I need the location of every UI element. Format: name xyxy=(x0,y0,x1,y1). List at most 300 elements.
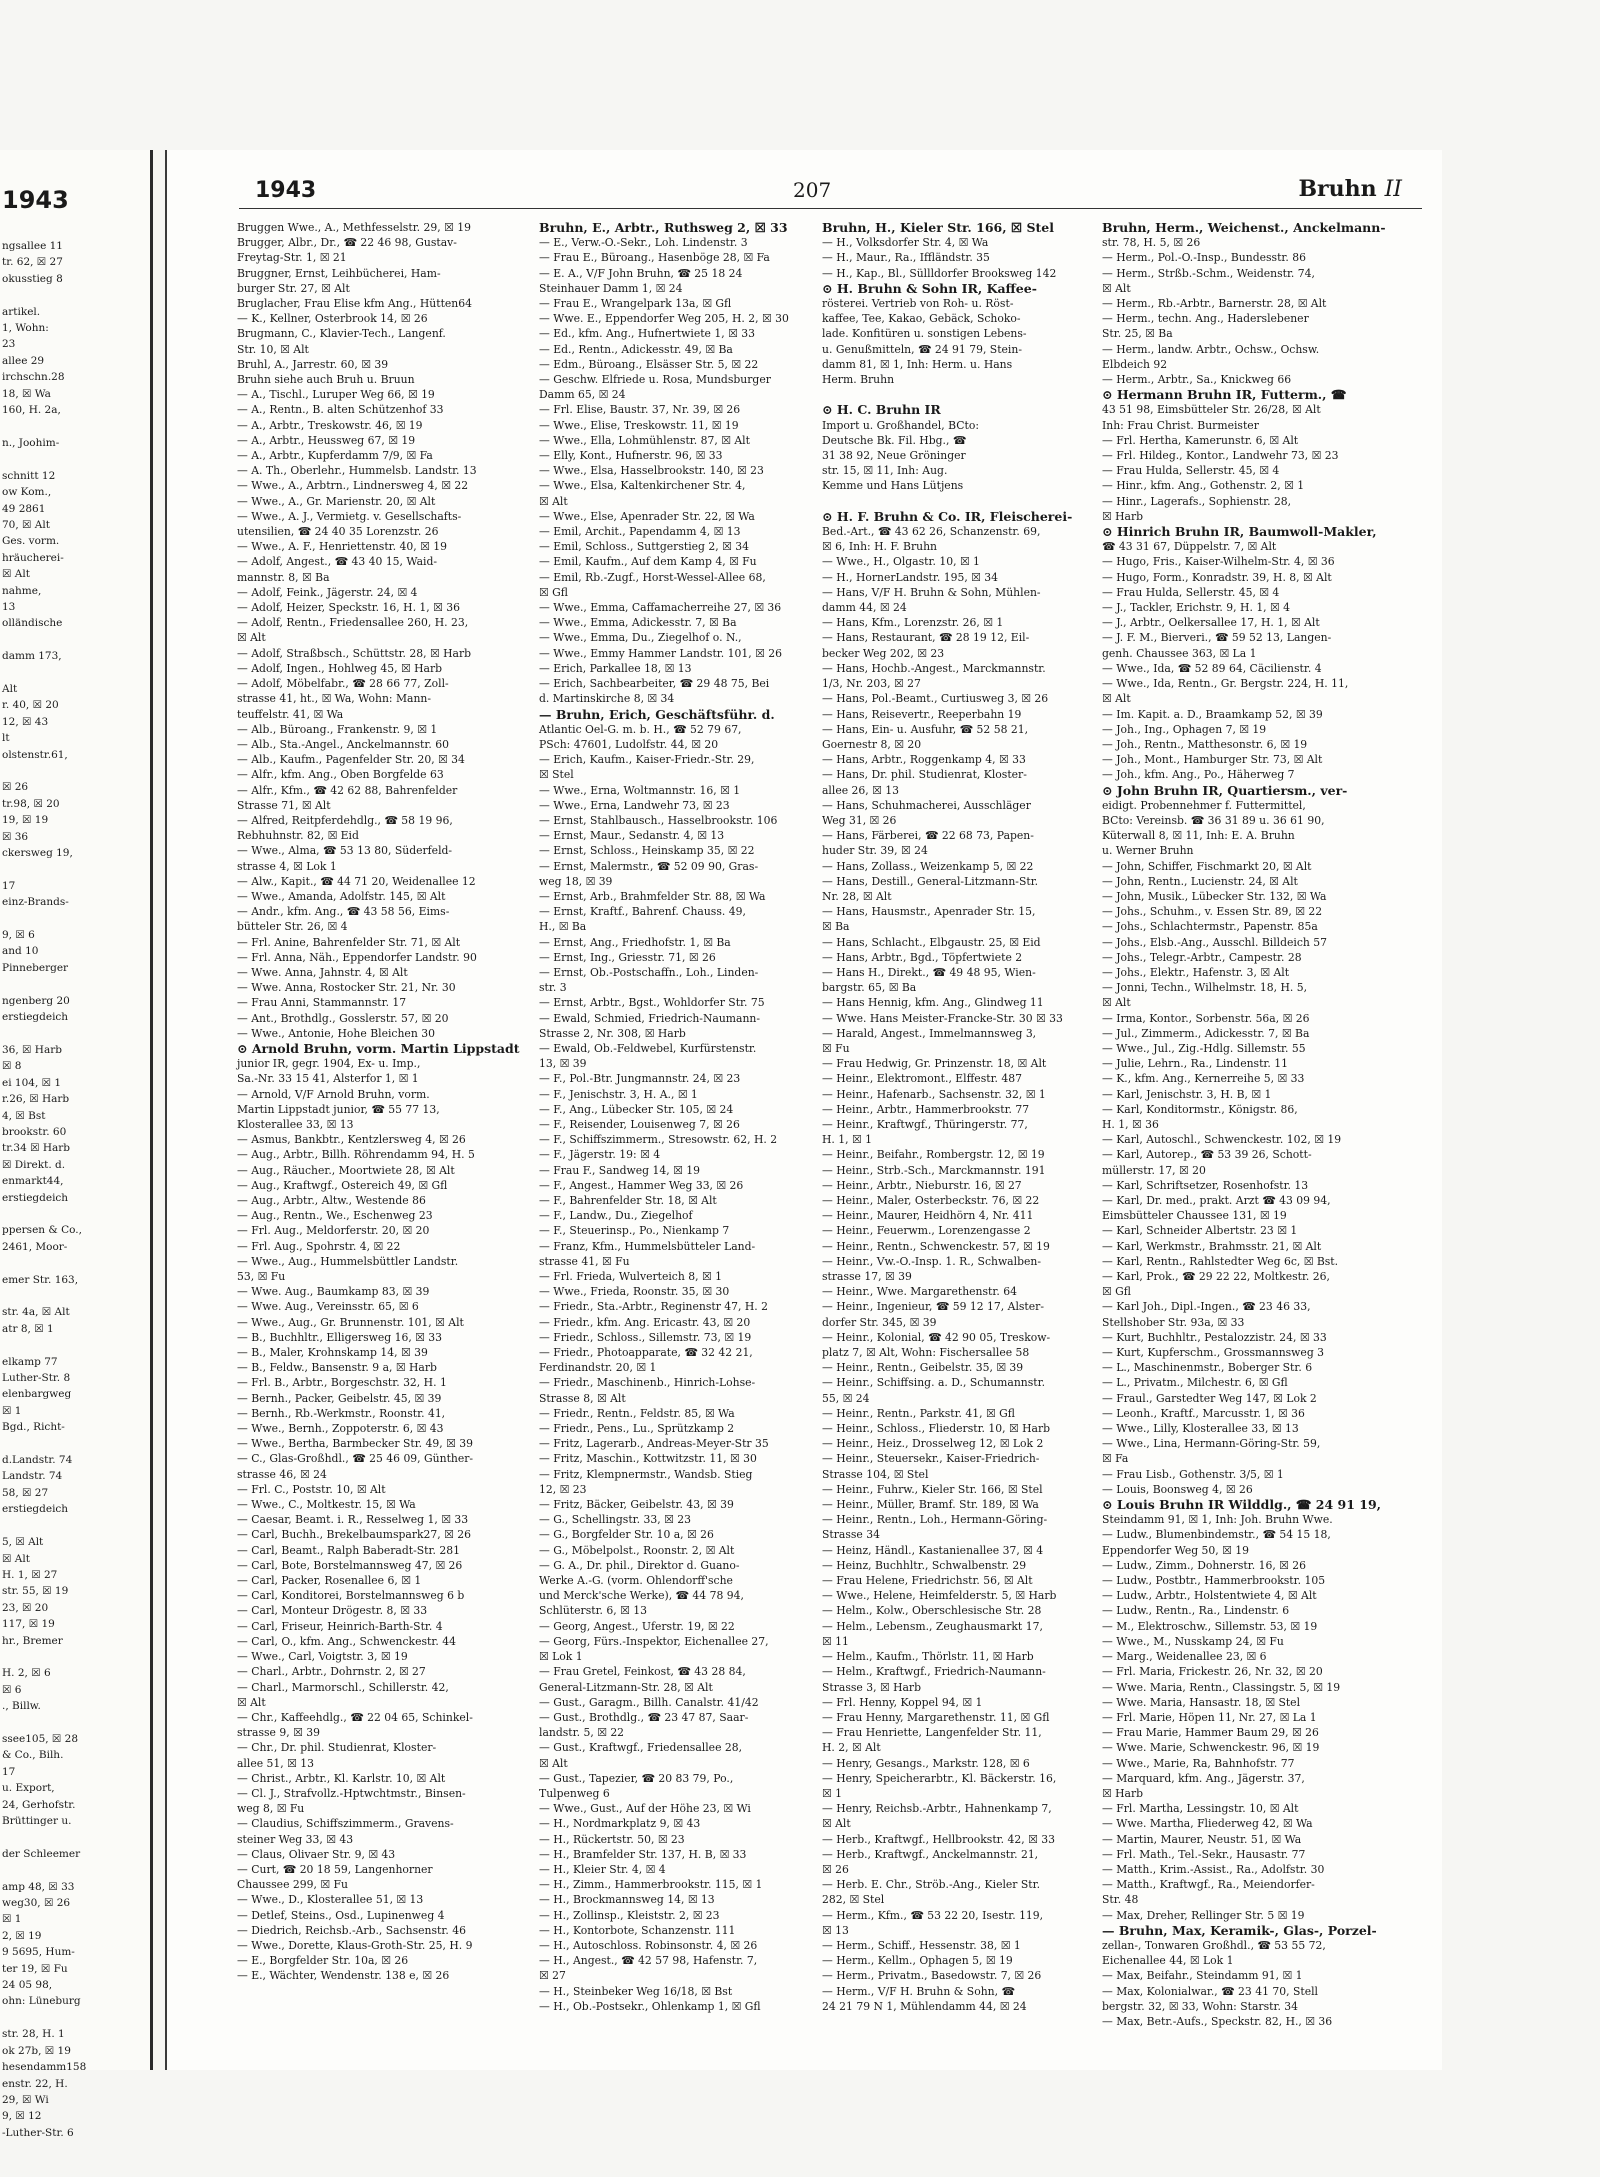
directory-entry-line: huder Str. 39, ☒ 24 xyxy=(822,844,928,858)
directory-entry-line: ⊙ H. C. Bruhn IR xyxy=(822,402,941,418)
directory-entry-line: — Friedr., Photoapparate, ☎ 32 42 21, xyxy=(539,1346,753,1360)
directory-entry-line: — Heinr., Hafenarb., Sachsenstr. 32, ☒ 1 xyxy=(822,1087,1046,1101)
directory-entry-line: — Wwe., Gust., Auf der Höhe 23, ☒ Wi xyxy=(539,1802,751,1816)
directory-entry-line: ⊙ John Bruhn IR, Quartiersm., ver- xyxy=(1102,782,1348,798)
previous-page-line: damm 173, xyxy=(2,650,62,663)
directory-entry-line: — Johs., Elsb.-Ang., Ausschl. Billdeich 57 xyxy=(1102,935,1328,949)
previous-page-line: atr 8, ☒ 1 xyxy=(2,1322,54,1335)
directory-entry-line: — Wwe., Elise, Treskowstr. 11, ☒ 19 xyxy=(539,418,739,432)
previous-page-line: ☒ Alt xyxy=(2,568,30,581)
directory-entry-line: — Ed., kfm. Ang., Hufnertwiete 1, ☒ 33 xyxy=(539,327,755,341)
previous-page-line: str. 4a, ☒ Alt xyxy=(2,1306,70,1319)
previous-page-line: ☒ 1 xyxy=(2,1913,22,1926)
previous-page-line: ngsallee 11 xyxy=(2,240,63,252)
directory-entry-line: — H., Kontorbote, Schanzenstr. 111 xyxy=(539,1923,736,1937)
directory-entry-line: Bruggen Wwe., A., Methfesselstr. 29, ☒ 19 xyxy=(237,221,471,234)
directory-entry-line: — Harald, Angest., Immelmannsweg 3, xyxy=(822,1026,1037,1040)
directory-entry-line: strasse 41, ht., ☒ Wa, Wohn: Mann- xyxy=(237,692,432,706)
previous-page-line: Ges. vorm. xyxy=(2,535,60,548)
previous-page-line xyxy=(2,1206,148,1222)
directory-entry-line: — E., Borgfelder Str. 10a, ☒ 26 xyxy=(237,1954,409,1968)
directory-entry-line: — Wwe. Hans Meister-Francke-Str. 30 ☒ 33 xyxy=(822,1011,1063,1025)
directory-entry-line: — Wwe. Maria, Rentn., Classingstr. 5, ☒ 19 xyxy=(1102,1680,1341,1694)
previous-page-line: der Schleemer xyxy=(2,1847,81,1860)
directory-entry-line: — Henry, Gesangs., Markstr. 128, ☒ 6 xyxy=(822,1756,1030,1770)
directory-entry-line: — Geschw. Elfriede u. Rosa, Mundsburger xyxy=(539,373,771,387)
directory-entry-line: — Jul., Zimmerm., Adickesstr. 7, ☒ Ba xyxy=(1102,1026,1310,1040)
previous-page-line xyxy=(2,763,148,779)
directory-entry-line: — Carl, O., kfm. Ang., Schwenckestr. 44 xyxy=(237,1634,456,1648)
directory-entry-line: — Emil, Kaufm., Auf dem Kamp 4, ☒ Fu xyxy=(539,555,757,569)
directory-entry-line: — Matth., Kraftwgf., Ra., Meiendorfer- xyxy=(1102,1878,1315,1892)
directory-entry-line: — Ludw., Zimm., Dohnerstr. 16, ☒ 26 xyxy=(1102,1558,1307,1572)
directory-entry-line: — Andr., kfm. Ang., ☎ 43 58 56, Eims- xyxy=(237,905,450,919)
previous-page-line: ., Billw. xyxy=(2,1700,41,1713)
directory-entry-line: u. Genußmitteln, ☎ 24 91 79, Stein- xyxy=(822,342,1022,356)
directory-entry-line: lade. Konfitüren u. sonstigen Lebens- xyxy=(822,327,1027,341)
directory-entry-line: — Wwe., Else, Apenrader Str. 22, ☒ Wa xyxy=(539,509,755,523)
directory-entry-line: — Hugo, Form., Konradstr. 39, H. 8, ☒ Alt xyxy=(1102,570,1332,584)
directory-entry-line: — Gust., Tapezier, ☎ 20 83 79, Po., xyxy=(539,1771,734,1785)
previous-page-line xyxy=(2,1436,148,1452)
directory-entry-line: junior IR, gegr. 1904, Ex- u. Imp., xyxy=(237,1057,421,1071)
directory-entry-line: — Wwe., Elsa, Kaltenkirchener Str. 4, xyxy=(539,479,746,493)
directory-entry-line: — Georg, Fürs.-Inspektor, Eichenallee 27, xyxy=(539,1634,769,1648)
previous-page-line: erstiegdeich xyxy=(2,1011,69,1024)
directory-entry-line: — Frl. Math., Tel.-Sekr., Hausastr. 77 xyxy=(1102,1847,1306,1861)
directory-entry-line: — Frl. Aug., Meldorferstr. 20, ☒ 20 xyxy=(237,1224,430,1238)
previous-page-line: 9, ☒ 6 xyxy=(2,929,35,942)
directory-entry-line: — Helm., Kaufm., Thörlstr. 11, ☒ Harb xyxy=(822,1650,1034,1664)
directory-entry-line: — Adolf, Straßbsch., Schüttstr. 28, ☒ Harb xyxy=(237,646,472,660)
directory-entry-line: — Im. Kapit. a. D., Braamkamp 52, ☒ 39 xyxy=(1102,707,1323,721)
directory-entry-line: Goernestr 8, ☒ 20 xyxy=(822,737,922,751)
directory-entry-line: — Ludw., Arbtr., Holstentwiete 4, ☒ Alt xyxy=(1102,1589,1317,1603)
directory-entry-line: — Gust., Kraftwgf., Friedensallee 28, xyxy=(539,1741,743,1755)
directory-entry-line: — Caesar, Beamt. i. R., Resselweg 1, ☒ 33 xyxy=(237,1513,469,1527)
previous-page-line: Pinneberger xyxy=(2,961,69,974)
directory-entry-line: ⊙ Hermann Bruhn IR, Futterm., ☎ xyxy=(1102,387,1347,403)
previous-page-line: 17 xyxy=(2,1765,16,1778)
directory-entry-line: — F., Landw., Du., Ziegelhof xyxy=(539,1209,693,1223)
directory-entry-line: — G., Borgfelder Str. 10 a, ☒ 26 xyxy=(539,1528,714,1542)
directory-entry-line: ☒ Alt xyxy=(237,631,266,645)
directory-entry-line: — H., Maur., Ra., Iffländstr. 35 xyxy=(822,251,990,265)
directory-entry-line: ☒ 26 xyxy=(822,1862,849,1876)
directory-entry-line: — Wwe., A., Arbtrn., Lindnersweg 4, ☒ 22 xyxy=(237,479,469,493)
directory-entry-line: Stellshober Str. 93a, ☒ 33 xyxy=(1102,1315,1245,1329)
directory-entry-line: utensilien, ☎ 24 40 35 Lorenzstr. 26 xyxy=(237,525,439,539)
column-2 xyxy=(539,220,829,2060)
directory-entry-line: — Leonh., Kraftf., Marcusstr. 1, ☒ 36 xyxy=(1102,1406,1305,1420)
directory-entry-line: — Frl. Henny, Koppel 94, ☒ 1 xyxy=(822,1695,983,1709)
directory-entry-line: Str. 10, ☒ Alt xyxy=(237,342,309,356)
directory-entry-line: H. 1, ☒ 1 xyxy=(822,1133,872,1147)
directory-entry-line: — Wwe. Martha, Fliederweg 42, ☒ Wa xyxy=(1102,1817,1313,1831)
header-rule xyxy=(239,208,1422,209)
directory-entry-line: — Charl., Marmorschl., Schillerstr. 42, xyxy=(237,1680,449,1694)
directory-entry-line: — E. A., V/F John Bruhn, ☎ 25 18 24 xyxy=(539,266,743,280)
previous-page-line: ☒ 36 xyxy=(2,830,29,843)
previous-page-line: Alt xyxy=(2,682,18,695)
directory-entry-line: — Georg, Angest., Uferstr. 19, ☒ 22 xyxy=(539,1619,735,1633)
directory-entry-line: — F., Pol.-Btr. Jungmannstr. 24, ☒ 23 xyxy=(539,1072,741,1086)
directory-entry-line: — Herm., Rb.-Arbtr., Barnerstr. 28, ☒ Alt xyxy=(1102,297,1327,311)
previous-page-line: str. 28, H. 1 xyxy=(2,2028,65,2041)
previous-page-line: u. Export, xyxy=(2,1782,55,1795)
directory-entry-line: — Ernst, Ing., Griesstr. 71, ☒ 26 xyxy=(539,950,716,964)
directory-entry-line: — Karl, Dr. med., prakt. Arzt ☎ 43 09 94, xyxy=(1102,1194,1331,1207)
directory-entry-line: — Aug., Arbtr., Altw., Westende 86 xyxy=(237,1194,426,1207)
previous-page-line: r. 40, ☒ 20 xyxy=(2,699,59,712)
directory-entry-line: — Ernst, Schloss., Heinskamp 35, ☒ 22 xyxy=(539,844,755,858)
directory-entry-line: — H., Angest., ☎ 42 57 98, Hafenstr. 7, xyxy=(539,1954,758,1968)
directory-entry-line: — Hans, Reisevertr., Reeperbahn 19 xyxy=(822,707,1022,721)
directory-entry-line: — Hans, Dr. phil. Studienrat, Kloster- xyxy=(822,768,1027,782)
directory-entry-line: — Heinr., Rentn., Parkstr. 41, ☒ Gfl xyxy=(822,1406,1015,1420)
directory-entry-line: — G. A., Dr. phil., Direktor d. Guano- xyxy=(539,1558,740,1572)
previous-page-line: nahme, xyxy=(2,584,42,597)
directory-entry-line: — Hans, Kfm., Lorenzstr. 26, ☒ 1 xyxy=(822,616,1004,630)
directory-entry-line: — Frau Marie, Hammer Baum 29, ☒ 26 xyxy=(1102,1726,1319,1740)
directory-entry-line: — Chr., Kaffeehdlg., ☎ 22 04 65, Schinkel- xyxy=(237,1710,473,1724)
previous-page-line: -Luther-Str. 6 xyxy=(2,2126,74,2139)
directory-entry-line: — Heinr., Arbtr., Nieburstr. 16, ☒ 27 xyxy=(822,1178,1022,1192)
directory-entry-line: 13, ☒ 39 xyxy=(539,1057,587,1071)
directory-entry-line: — Friedr., Pens., Lu., Sprützkamp 2 xyxy=(539,1422,735,1436)
directory-entry-line: Freytag-Str. 1, ☒ 21 xyxy=(237,251,347,265)
directory-entry-line: — Franz, Kfm., Hummelsbütteler Land- xyxy=(539,1239,756,1253)
directory-entry-line: — Wwe., M., Nusskamp 24, ☒ Fu xyxy=(1102,1634,1284,1648)
directory-entry-line: — Heinr., Rentn., Loh., Hermann-Göring- xyxy=(822,1513,1048,1527)
directory-entry-line: — Heinr., Rentn., Geibelstr. 35, ☒ 39 xyxy=(822,1361,1024,1375)
directory-entry-line: burger Str. 27, ☒ Alt xyxy=(237,281,350,295)
directory-entry-line: ☒ Harb xyxy=(1102,1786,1144,1800)
directory-entry-line: — F., Angest., Hammer Weg 33, ☒ 26 xyxy=(539,1178,744,1192)
previous-page-line: Landstr. 74 xyxy=(2,1470,63,1483)
directory-entry-line: — E., Verw.-O.-Sekr., Loh. Lindenstr. 3 xyxy=(539,236,748,250)
directory-entry-line: — Heinr., Beifahr., Rombergstr. 12, ☒ 19 xyxy=(822,1148,1045,1162)
directory-entry-line: — Fritz, Bäcker, Geibelstr. 43, ☒ 39 xyxy=(539,1498,734,1512)
previous-page-line: irchschn.28 xyxy=(2,371,65,384)
directory-entry-line: — Heinr., Wwe. Margarethenstr. 64 xyxy=(822,1285,1017,1299)
directory-entry-line: — Hinr., Lagerafs., Sophienstr. 28, xyxy=(1102,494,1292,508)
directory-entry-line: — Ernst, Ob.-Postschaffn., Loh., Linden- xyxy=(539,965,759,979)
directory-entry-line: — Joh., Ing., Ophagen 7, ☒ 19 xyxy=(1102,722,1267,736)
previous-page-line: olländische xyxy=(2,617,63,630)
directory-entry-line: Strasse 71, ☒ Alt xyxy=(237,798,331,812)
directory-entry-line: — Hans, Arbtr., Roggenkamp 4, ☒ 33 xyxy=(822,753,1026,767)
directory-entry-line: Deutsche Bk. Fil. Hbg., ☎ xyxy=(822,433,967,447)
directory-entry-line: — Carl, Friseur, Heinrich-Barth-Str. 4 xyxy=(237,1619,443,1633)
directory-entry-line: — Herm., Kfm., ☎ 53 22 20, Isestr. 119, xyxy=(822,1908,1044,1922)
directory-entry-line: bergstr. 32, ☒ 33, Wohn: Starstr. 34 xyxy=(1102,1999,1299,2013)
directory-entry-line: — Hans, Färberei, ☎ 22 68 73, Papen- xyxy=(822,829,1034,843)
previous-page-line: hräucherei- xyxy=(2,551,64,564)
previous-page-line: weg30, ☒ 26 xyxy=(2,1897,71,1910)
directory-entry-line: — Claudius, Schiffszimmerm., Gravens- xyxy=(237,1817,454,1831)
directory-entry-line: — H., Volksdorfer Str. 4, ☒ Wa xyxy=(822,236,989,250)
previous-page-line: Brüttinger u. xyxy=(2,1815,72,1827)
directory-entry-line: — Wwe., Carl, Voigtstr. 3, ☒ 19 xyxy=(237,1650,408,1664)
directory-entry-line: ☒ Gfl xyxy=(539,585,568,599)
directory-entry-line: — Wwe. Anna, Jahnstr. 4, ☒ Alt xyxy=(237,965,408,979)
header-year: 1943 xyxy=(255,178,317,203)
directory-entry-line: — Helm., Kraftwgf., Friedrich-Naumann- xyxy=(822,1665,1046,1679)
directory-entry-line: — Hans Hennig, kfm. Ang., Glindweg 11 xyxy=(822,996,1044,1010)
previous-page-line xyxy=(2,665,148,681)
directory-entry-line: — Erich, Parkallee 18, ☒ 13 xyxy=(539,661,692,675)
previous-page-line: 49 2861 xyxy=(2,502,46,515)
directory-entry-line: ☒ Alt xyxy=(1102,692,1131,706)
directory-entry-line: ⊙ H. F. Bruhn & Co. IR, Fleischerei- xyxy=(822,508,1073,524)
directory-entry-line: ☒ 1 xyxy=(822,1786,842,1800)
directory-entry-line: — Ewald, Schmied, Friedrich-Naumann- xyxy=(539,1011,761,1025)
directory-entry-line: — Emil, Rb.-Zugf., Horst-Wessel-Allee 68, xyxy=(539,570,766,584)
directory-entry-line: ☎ 43 31 67, Düppelstr. 7, ☒ Alt xyxy=(1102,540,1277,554)
directory-entry-line: — Heinr., Müller, Bramf. Str. 189, ☒ Wa xyxy=(822,1498,1039,1512)
previous-page-line xyxy=(2,1862,148,1878)
previous-page-line xyxy=(2,1255,148,1271)
previous-page-line: ow Kom., xyxy=(2,486,52,499)
previous-page-line: H. 2, ☒ 6 xyxy=(2,1667,51,1680)
directory-entry-line: — Henry, Reichsb.-Arbtr., Hahnenkamp 7, xyxy=(822,1802,1052,1816)
directory-entry-line: Bruhn, Herm., Weichenst., Anckelmann- xyxy=(1102,220,1386,235)
directory-entry-line: — Emil, Schloss., Suttgerstieg 2, ☒ 34 xyxy=(539,540,749,554)
previous-page-line: 13 xyxy=(2,600,16,613)
part-number: II xyxy=(1384,177,1402,202)
previous-page-line xyxy=(2,861,148,877)
directory-entry-line: ⊙ Hinrich Bruhn IR, Baumwoll-Makler, xyxy=(1102,524,1377,540)
previous-page-line: 1, Wohn: xyxy=(2,322,49,335)
directory-entry-line: — Helm., Lebensm., Zeughausmarkt 17, xyxy=(822,1619,1043,1633)
previous-page-line: ok 27b, ☒ 19 xyxy=(2,2044,71,2057)
directory-entry-line: — Frau Hulda, Sellerstr. 45, ☒ 4 xyxy=(1102,585,1280,599)
directory-entry-line: — Heinr., Maler, Osterbeckstr. 76, ☒ 22 xyxy=(822,1194,1040,1207)
directory-entry-line: — Wwe. E., Eppendorfer Weg 205, H. 2, ☒ 30 xyxy=(539,312,789,326)
directory-entry-line: — Wwe., Ella, Lohmühlenstr. 87, ☒ Alt xyxy=(539,433,750,447)
directory-entry-line: — John, Rentn., Lucienstr. 24, ☒ Alt xyxy=(1102,874,1298,888)
directory-entry-line: — Joh., kfm. Ang., Po., Häherweg 7 xyxy=(1102,768,1295,782)
previous-page-line xyxy=(2,632,148,648)
directory-entry-line: — Johs., Schuhm., v. Essen Str. 89, ☒ 22 xyxy=(1102,905,1323,919)
previous-page-line: r.26, ☒ Harb xyxy=(2,1093,70,1106)
directory-entry-line: — Heinz, Händl., Kastanienallee 37, ☒ 4 xyxy=(822,1543,1044,1557)
directory-entry-line: strasse 41, ☒ Fu xyxy=(539,1254,630,1268)
previous-page-line: ☒ 26 xyxy=(2,781,29,794)
previous-page-line: 24, Gerhofstr. xyxy=(2,1798,76,1811)
directory-entry-line: — F., Jägerstr. 19: ☒ 4 xyxy=(539,1148,661,1162)
directory-entry-line: Eppendorfer Weg 50, ☒ 19 xyxy=(1102,1543,1250,1557)
directory-entry-line: — H., Nordmarkplatz 9, ☒ 43 xyxy=(539,1817,701,1831)
directory-entry-line: BCto: Vereinsb. ☎ 36 31 89 u. 36 61 90, xyxy=(1102,813,1325,827)
directory-entry-line: — A., Arbtr., Heussweg 67, ☒ 19 xyxy=(237,433,416,447)
directory-entry-line: ☒ Fu xyxy=(822,1041,850,1055)
previous-page-line: emer Str. 163, xyxy=(2,1273,79,1286)
directory-entry-line: Bruhn siehe auch Bruh u. Bruun xyxy=(237,373,415,387)
previous-page-line: 9 5695, Hum- xyxy=(2,1946,75,1959)
previous-page-line: ngenberg 20 xyxy=(2,994,70,1007)
directory-entry-line: — Wwe., Elsa, Hasselbrookstr. 140, ☒ 23 xyxy=(539,464,764,478)
directory-entry-line: — Louis, Boonsweg 4, ☒ 26 xyxy=(1102,1482,1253,1496)
directory-entry-line: — H., HornerLandstr. 195, ☒ 34 xyxy=(822,570,999,584)
directory-page xyxy=(165,150,1442,2070)
directory-entry-line: — Frau Hulda, Sellerstr. 45, ☒ 4 xyxy=(1102,464,1280,478)
previous-page-line: ☒ 1 xyxy=(2,1404,22,1417)
directory-entry-line: — Alfred, Reitpferdehdlg., ☎ 58 19 96, xyxy=(237,813,453,827)
directory-entry-line: Herm. Bruhn xyxy=(822,373,895,387)
directory-entry-line: — Alb., Kaufm., Pagenfelder Str. 20, ☒ 34 xyxy=(237,753,465,767)
directory-entry-line: — Marg., Weidenallee 23, ☒ 6 xyxy=(1102,1650,1267,1664)
previous-page-line xyxy=(2,911,148,927)
previous-page-line: & Co., Bilh. xyxy=(2,1749,64,1762)
previous-page-line: Luther-Str. 8 xyxy=(2,1372,71,1385)
previous-page-line xyxy=(2,451,148,467)
previous-page-line: 29, ☒ Wi xyxy=(2,2093,49,2106)
directory-entry-line: — Frau F., Sandweg 14, ☒ 19 xyxy=(539,1163,700,1177)
previous-page-line: tr.34 ☒ Harb xyxy=(2,1142,71,1155)
directory-entry-line: — Frl. C., Poststr. 10, ☒ Alt xyxy=(237,1482,386,1496)
directory-entry-line: — Martin, Maurer, Neustr. 51, ☒ Wa xyxy=(1102,1832,1302,1846)
directory-entry-line: — Wwe. Marie, Schwenckestr. 96, ☒ 19 xyxy=(1102,1741,1320,1755)
directory-entry-line: Schlüterstr. 6, ☒ 13 xyxy=(539,1604,647,1618)
running-title-name: Bruhn xyxy=(1298,176,1377,202)
directory-entry-line: — K., kfm. Ang., Kernerreihe 5, ☒ 33 xyxy=(1102,1072,1305,1086)
previous-page-line: 17 xyxy=(2,879,16,892)
directory-entry-line: — H., Rückertstr. 50, ☒ 23 xyxy=(539,1832,685,1846)
directory-entry-line: — H., Kap., Bl., Süllldorfer Brooksweg 142 xyxy=(822,266,1057,280)
directory-entry-line: 24 21 79 N 1, Mühlendamm 44, ☒ 24 xyxy=(822,1999,1027,2013)
directory-entry-line: Strasse 34 xyxy=(822,1528,880,1542)
directory-entry-line: — Wwe., Emma, Caffamacherreihe 27, ☒ 36 xyxy=(539,601,782,615)
directory-entry-line: eidigt. Probennehmer f. Futtermittel, xyxy=(1102,798,1306,812)
directory-entry-line: — Ernst, Arbtr., Bgst., Wohldorfer Str. 75 xyxy=(539,996,765,1010)
directory-entry-line: ☒ 11 xyxy=(822,1634,849,1648)
directory-entry-line: — Kurt, Kupferschm., Grossmannsweg 3 xyxy=(1102,1346,1325,1360)
directory-entry-line: Atlantic Oel-G. m. b. H., ☎ 52 79 67, xyxy=(539,722,742,736)
directory-entry-line: — Gust., Brothdlg., ☎ 23 47 87, Saar- xyxy=(539,1710,749,1724)
directory-entry-line: — Hans, Hausmstr., Apenrader Str. 15, xyxy=(822,905,1036,919)
previous-page-line: tr. 62, ☒ 27 xyxy=(2,256,63,269)
directory-entry-line: — Frau E., Büroang., Hasenböge 28, ☒ Fa xyxy=(539,251,770,265)
directory-entry-line: — H., Kleier Str. 4, ☒ 4 xyxy=(539,1862,666,1876)
directory-entry-line: str. 78, H. 5, ☒ 26 xyxy=(1102,236,1201,250)
previous-page-line: ☒ Alt xyxy=(2,1552,30,1565)
directory-entry-line: — Heinr., Feuerwm., Lorenzengasse 2 xyxy=(822,1224,1031,1238)
directory-entry-line: — Max, Dreher, Rellinger Str. 5 ☒ 19 xyxy=(1102,1908,1305,1922)
previous-page-line: 24 05 98, xyxy=(2,1979,53,1992)
previous-page-line: 18, ☒ Wa xyxy=(2,387,51,400)
directory-entry-line: Ferdinandstr. 20, ☒ 1 xyxy=(539,1361,657,1375)
directory-entry-line: — Jonni, Techn., Wilhelmstr. 18, H. 5, xyxy=(1102,981,1308,995)
directory-entry-line: strasse 17, ☒ 39 xyxy=(822,1270,912,1284)
directory-entry-line: H. 1, ☒ 36 xyxy=(1102,1117,1159,1131)
previous-page-line: 70, ☒ Alt xyxy=(2,518,50,531)
directory-entry-line: — Carl, Konditorei, Borstelmannsweg 6 b xyxy=(237,1589,465,1603)
directory-entry-line: rösterei. Vertrieb von Roh- u. Röst- xyxy=(822,297,1014,311)
previous-page-line: 9, ☒ 12 xyxy=(2,2110,42,2123)
directory-entry-line: Martin Lippstadt junior, ☎ 55 77 13, xyxy=(237,1102,440,1116)
directory-entry-line: Bruhn, H., Kieler Str. 166, ☒ Stel xyxy=(822,220,1054,235)
directory-entry-line: Werke A.-G. (vorm. Ohlendorff'sche xyxy=(539,1574,733,1588)
previous-page-line xyxy=(2,1715,148,1731)
directory-entry-line: 12, ☒ 23 xyxy=(539,1482,587,1496)
directory-entry-line: Eichenallee 44, ☒ Lok 1 xyxy=(1102,1954,1234,1968)
directory-entry-line: ☒ Alt xyxy=(539,494,568,508)
previous-page-line: ei 104, ☒ 1 xyxy=(2,1076,62,1089)
directory-entry-line: — Alw., Kapit., ☎ 44 71 20, Weidenallee 12 xyxy=(237,874,476,888)
previous-page-line: 12, ☒ 43 xyxy=(2,715,49,728)
directory-entry-line: — Wwe., Bertha, Barmbecker Str. 49, ☒ 39 xyxy=(237,1437,474,1451)
directory-entry-line: 31 38 92, Neue Gröninger xyxy=(822,449,966,463)
directory-entry-line: — John, Schiffer, Fischmarkt 20, ☒ Alt xyxy=(1102,859,1312,873)
directory-entry-line: — Aug., Rentn., We., Eschenweg 23 xyxy=(237,1209,433,1223)
directory-entry-line: ☒ Alt xyxy=(1102,281,1131,295)
directory-entry-line: ⊙ H. Bruhn & Sohn IR, Kaffee- xyxy=(822,280,1037,296)
directory-entry-line: — Wwe., Erna, Landwehr 73, ☒ 23 xyxy=(539,798,730,812)
directory-entry-line: — L., Maschinenmstr., Boberger Str. 6 xyxy=(1102,1361,1313,1375)
previous-page-line: 5, ☒ Alt xyxy=(2,1536,44,1549)
previous-page-line xyxy=(2,976,148,992)
previous-page-line: 23 xyxy=(2,338,16,351)
directory-entry-line: — Hans, Restaurant, ☎ 28 19 12, Eil- xyxy=(822,631,1030,645)
directory-entry-line: — Frl. Marie, Höpen 11, Nr. 27, ☒ La 1 xyxy=(1102,1710,1317,1724)
directory-entry-line: — J., Tackler, Erichstr. 9, H. 1, ☒ 4 xyxy=(1102,601,1291,615)
directory-entry-line: — F., Ang., Lübecker Str. 105, ☒ 24 xyxy=(539,1102,734,1116)
directory-entry-line: — Hinr., kfm. Ang., Gothenstr. 2, ☒ 1 xyxy=(1102,479,1305,493)
directory-entry-line: teuffelstr. 41, ☒ Wa xyxy=(237,707,344,721)
directory-entry-line: — Wwe., Aug., Gr. Brunnenstr. 101, ☒ Alt xyxy=(237,1315,464,1329)
directory-entry-line: — Adolf, Angest., ☎ 43 40 15, Waid- xyxy=(237,555,438,569)
directory-entry-line: zellan-, Tonwaren Großhdl., ☎ 53 55 72, xyxy=(1102,1938,1326,1952)
directory-entry-line: — Ernst, Maur., Sedanstr. 4, ☒ 13 xyxy=(539,829,725,843)
directory-entry-line: — Wwe., Jul., Zig.-Hdlg. Sillemstr. 55 xyxy=(1102,1041,1306,1055)
directory-entry-line: — Ernst, Stahlbausch., Hasselbrookstr. 106 xyxy=(539,813,778,827)
directory-entry-line: — Herm., Privatm., Basedowstr. 7, ☒ 26 xyxy=(822,1969,1042,1983)
directory-entry-line: — Hans, Hochb.-Angest., Marckmannstr. xyxy=(822,661,1046,675)
previous-page-line: ssee105, ☒ 28 xyxy=(2,1732,79,1745)
directory-entry-line: Damm 65, ☒ 24 xyxy=(539,388,626,402)
directory-entry-line: platz 7, ☒ Alt, Wohn: Fischersallee 58 xyxy=(822,1346,1030,1360)
previous-page-line: tr.98, ☒ 20 xyxy=(2,797,60,810)
directory-entry-line: — F., Steuerinsp., Po., Nienkamp 7 xyxy=(539,1224,730,1238)
previous-page-line: enstr. 22, H. xyxy=(2,2077,68,2090)
directory-entry-line: Str. 25, ☒ Ba xyxy=(1102,327,1173,341)
previous-page-year: 1943 xyxy=(2,186,69,214)
directory-entry-line: 1/3, Nr. 203, ☒ 27 xyxy=(822,677,921,691)
previous-page-line: ☒ 8 xyxy=(2,1060,22,1073)
directory-entry-line: — F., Reisender, Louisenweg 7, ☒ 26 xyxy=(539,1117,740,1131)
directory-entry-line: — Karl, Schriftsetzer, Rosenhofstr. 13 xyxy=(1102,1178,1309,1192)
directory-entry-line: — Adolf, Ingen., Hohlweg 45, ☒ Harb xyxy=(237,661,443,675)
directory-entry-line: — Frl. Anine, Bahrenfelder Str. 71, ☒ Alt xyxy=(237,935,461,949)
directory-entry-line: — Marquard, kfm. Ang., Jägerstr. 37, xyxy=(1102,1771,1305,1785)
directory-entry-line: — Adolf, Möbelfabr., ☎ 28 66 77, Zoll- xyxy=(237,677,449,691)
directory-entry-line: — Wwe., A. J., Vermietg. v. Gesellschafts- xyxy=(237,509,462,523)
directory-entry-line: ☒ Alt xyxy=(237,1695,266,1709)
directory-entry-line: allee 51, ☒ 13 xyxy=(237,1756,315,1770)
directory-entry-line: — Heinr., Fuhrw., Kieler Str. 166, ☒ Stel xyxy=(822,1482,1043,1496)
directory-entry-line: — Frau Lisb., Gothenstr. 3/5, ☒ 1 xyxy=(1102,1467,1284,1481)
directory-entry-line: — Wwe., Marie, Ra, Bahnhofstr. 77 xyxy=(1102,1756,1295,1770)
directory-entry-line: — Wwe., Alma, ☎ 53 13 80, Süderfeld- xyxy=(237,844,453,858)
directory-entry-line: — Herb., Kraftwgf., Anckelmannstr. 21, xyxy=(822,1847,1039,1861)
previous-page-line: 2461, Moor- xyxy=(2,1240,68,1253)
directory-entry-line: — Hans, Pol.-Beamt., Curtiusweg 3, ☒ 26 xyxy=(822,692,1049,706)
directory-entry-line: General-Litzmann-Str. 28, ☒ Alt xyxy=(539,1680,713,1694)
directory-entry-line: — Alb., Sta.-Angel., Anckelmannstr. 60 xyxy=(237,737,449,751)
directory-entry-line: — Charl., Arbtr., Dohrnstr. 2, ☒ 27 xyxy=(237,1665,426,1679)
